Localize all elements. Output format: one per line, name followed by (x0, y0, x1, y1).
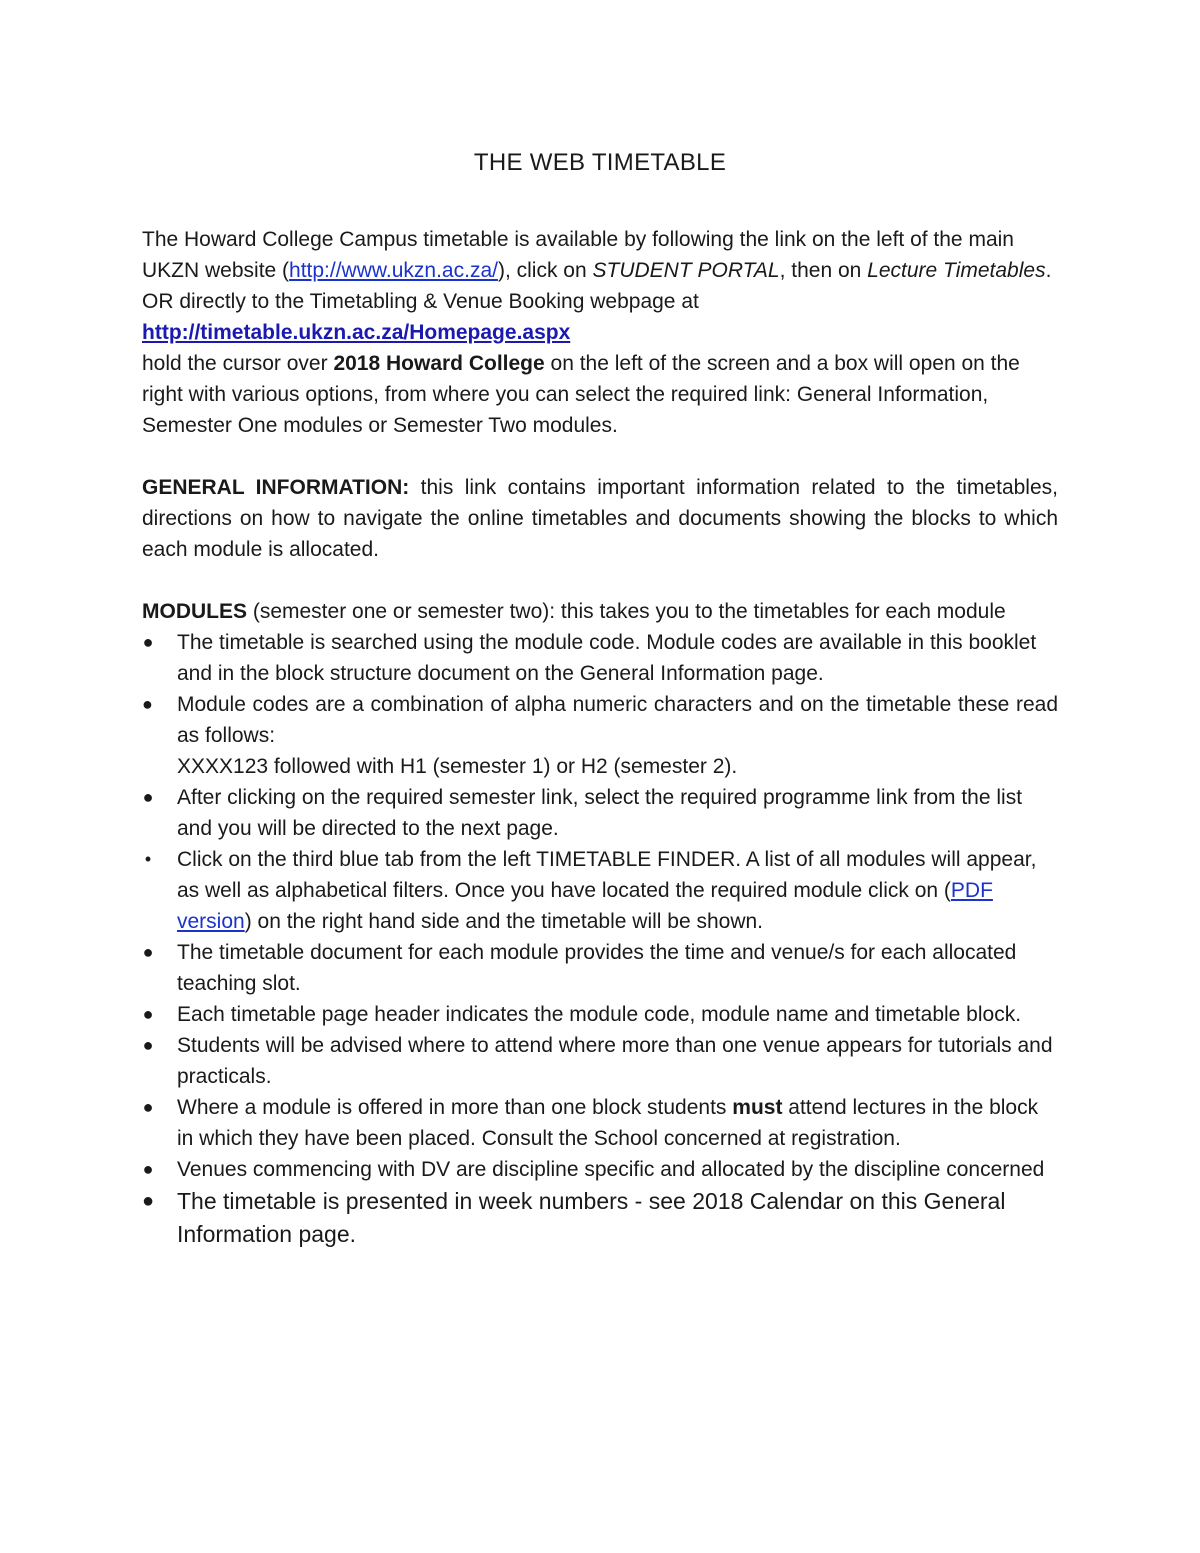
list-item (142, 1030, 1058, 1092)
bullet-icon: ● (142, 787, 154, 807)
bullet-text: The timetable is presented in week numbers - see 2018 Calendar on this General Information page. (177, 1188, 1006, 1247)
bullet-icon: ● (142, 1004, 154, 1024)
bullet-icon: • (144, 849, 152, 869)
spacer (142, 565, 1058, 596)
intro-paragraph (142, 224, 1058, 286)
general-information-paragraph (142, 472, 1058, 565)
bullet-icon: ● (142, 1190, 155, 1212)
modules-heading: MODULES (142, 600, 247, 623)
modules-bullet-list (142, 627, 1058, 1251)
bullet-text: attend lectures in the block in which they have been placed. Consult the School concerned at registration. (177, 1096, 1039, 1150)
timetable-homepage-link[interactable]: http://timetable.ukzn.ac.za/Homepage.aspx (142, 321, 571, 344)
list-item (142, 689, 1058, 782)
intro-hover-paragraph (142, 348, 1058, 441)
list-item (142, 627, 1058, 689)
bullet-icon: ● (142, 1097, 154, 1117)
modules-paragraph (142, 596, 1058, 627)
intro-text-5: hold the cursor over (142, 352, 334, 375)
list-item (142, 937, 1058, 999)
intro-text-1: The Howard College Campus timetable is available by following the link on the left of the main UKZN website ( (142, 228, 1014, 282)
spacer (142, 441, 1058, 472)
modules-text: (semester one or semester two): this takes you to the timetables for each module (247, 600, 1006, 623)
bullet-text: The timetable is searched using the module code. Module codes are available in this booklet and in the block structure document on the General Information page. (177, 631, 1037, 685)
bullet-text: Module codes are a combination of alpha numeric characters and on the timetable these read as follows: (177, 693, 1058, 747)
general-information-text: this link contains important information related to the timetables, directions on how to navigate the online timetables and documents showing the blocks to which each module is allocated. (142, 476, 1058, 561)
list-item (142, 1154, 1058, 1185)
intro-text-4: . (1045, 259, 1052, 282)
list-item (142, 1185, 1058, 1251)
bullet-icon: ● (142, 1159, 154, 1179)
bullet-icon: ● (142, 632, 154, 652)
intro-or-line: OR directly to the Timetabling & Venue Booking webpage at (142, 290, 699, 313)
bullet-icon: ● (142, 1035, 154, 1055)
bullet-text: Click on the third blue tab from the left TIMETABLE FINDER. A list of all modules will appear, as well as alphabetical filters. Once you have located the required module click on ( (177, 848, 1037, 902)
list-item (142, 1092, 1058, 1154)
pdf-version-link[interactable]: PDF version (177, 879, 993, 933)
bullet-icon: ● (142, 694, 153, 714)
intro-text-3: , then on (779, 259, 868, 282)
bullet-text: After clicking on the required semester link, select the required programme link from the list and you will be directed to the next page. (177, 786, 1023, 840)
intro-text-6: on the left of the screen and a box will open on the right with various options, from where you can select the required link: General Information, Semester One modules or Semester Two modules. (142, 352, 1020, 437)
bullet-text: ) on the right hand side and the timetable will be shown. (244, 910, 764, 933)
howard-college-2018-label: 2018 Howard College (333, 352, 545, 375)
bullet-text: Where a module is offered in more than one block students (177, 1096, 733, 1119)
ukzn-website-link[interactable]: http://www.ukzn.ac.za/ (289, 259, 498, 282)
intro-text-2: ), click on (497, 259, 593, 282)
bullet-text: The timetable document for each module provides the time and venue/s for each allocated teaching slot. (177, 941, 1017, 995)
list-item (142, 844, 1058, 937)
list-item (142, 999, 1058, 1030)
must-emphasis: must (732, 1096, 783, 1119)
document-body (142, 146, 1058, 1251)
bullet-icon: ● (142, 942, 154, 962)
list-item (142, 782, 1058, 844)
page-title: THE WEB TIMETABLE (473, 149, 727, 176)
lecture-timetables-label: Lecture Timetables (867, 259, 1046, 282)
bullet-text: Students will be advised where to attend where more than one venue appears for tutorials and practicals. (177, 1034, 1053, 1088)
bullet-text: Each timetable page header indicates the module code, module name and timetable block. (177, 1003, 1022, 1026)
bullet-text: Venues commencing with DV are discipline specific and allocated by the discipline concerned (177, 1158, 1045, 1181)
general-information-heading: GENERAL INFORMATION: (142, 476, 410, 499)
bullet-text-code-format: XXXX123 followed with H1 (semester 1) or H2 (semester 2). (177, 755, 738, 778)
student-portal-label: STUDENT PORTAL (592, 259, 780, 282)
intro-link-line (142, 317, 1058, 348)
